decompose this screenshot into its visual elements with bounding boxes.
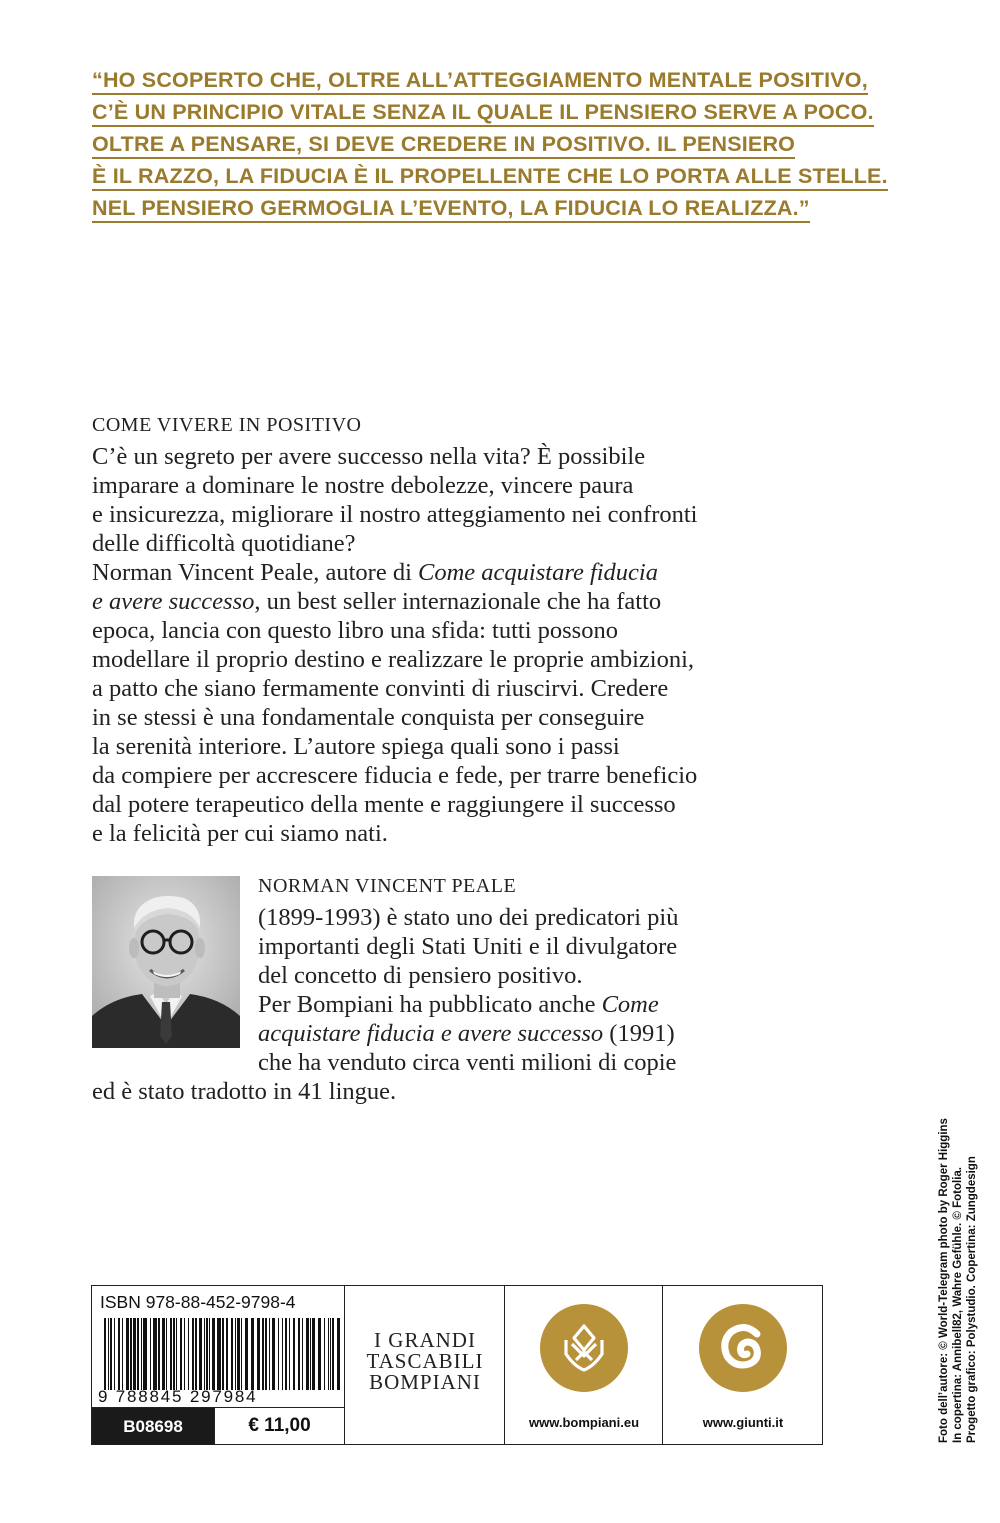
barcode-bar: [195, 1318, 197, 1390]
text-line: in se stessi è una fondamentale conquista per conseguire: [92, 704, 645, 731]
barcode-bar: [162, 1318, 165, 1390]
series-line: I GRANDI: [374, 1328, 476, 1352]
text-line: [92, 587, 697, 616]
bio-line: del concetto di pensiero positivo.: [258, 962, 583, 989]
credit-line: Progetto grafico: Polystudio. Copertina: Zungdesign: [966, 1156, 978, 1443]
barcode-bar: [330, 1318, 331, 1390]
barcode-bar: [206, 1318, 208, 1390]
barcode-bar: [133, 1318, 136, 1390]
barcode-bar: [245, 1318, 248, 1390]
quote-line: “HO SCOPERTO CHE, OLTRE ALL’ATTEGGIAMENTO MENTALE POSITIVO,: [92, 68, 868, 95]
text-span: (1991): [603, 1020, 675, 1047]
barcode-bar: [237, 1318, 240, 1390]
barcode-bar: [251, 1318, 254, 1390]
barcode-bar: [212, 1318, 215, 1390]
text-line: e insicurezza, migliorare il nostro atteggiamento nei confronti: [92, 501, 698, 528]
text-line: epoca, lancia con questo libro una sfida: tutti possono: [92, 617, 618, 644]
barcode-bar: [130, 1318, 132, 1390]
barcode-bar: [143, 1318, 147, 1390]
barcode-bar: [278, 1318, 279, 1390]
bompiani-website-link[interactable]: www.bompiani.eu: [528, 1415, 640, 1430]
footer-box: [91, 1285, 823, 1445]
barcode-bar: [298, 1318, 300, 1390]
barcode-bar: [209, 1318, 210, 1390]
barcode-bar: [180, 1318, 182, 1390]
barcode-bar: [141, 1318, 142, 1390]
barcode-bar: [289, 1318, 290, 1390]
barcode-bar: [226, 1318, 228, 1390]
barcode-bar: [293, 1318, 295, 1390]
text-line: modellare il proprio destino e realizzare le proprie ambizioni,: [92, 646, 695, 673]
bompiani-logo-icon: [540, 1304, 628, 1392]
barcode-bar: [257, 1318, 260, 1390]
description-text: [92, 442, 697, 848]
bio-line: ed è stato tradotto in 41 lingue.: [92, 1078, 397, 1105]
back-cover-quote: [92, 64, 888, 224]
quote-line: NEL PENSIERO GERMOGLIA L’EVENTO, LA FIDUCIA LO REALIZZA.”: [92, 196, 810, 223]
barcode-bar: [137, 1318, 139, 1390]
barcode-bar: [302, 1318, 303, 1390]
bio-line: [0, 990, 1000, 1019]
description-title: COME VIVERE IN POSITIVO: [92, 414, 362, 436]
barcode-bar: [306, 1318, 309, 1390]
barcode-bar: [118, 1318, 120, 1390]
barcode-bar: [310, 1318, 311, 1390]
giunti-logo-icon: [699, 1304, 787, 1392]
barcode-bar: [158, 1318, 160, 1390]
series-logotype: [345, 1330, 505, 1393]
book-title-italic: acquistare fiducia e avere successo: [258, 1020, 604, 1047]
bio-line: importanti degli Stati Uniti e il divulgatore: [258, 933, 678, 960]
barcode-bar: [192, 1318, 194, 1390]
barcode-bar: [108, 1318, 109, 1390]
series-cell: [344, 1286, 505, 1444]
barcode-bar: [337, 1318, 340, 1390]
book-title-italic: Come acquistare fiducia: [418, 559, 658, 586]
text-line: e la felicità per cui siamo nati.: [92, 820, 388, 847]
quote-line: OLTRE A PENSARE, SI DEVE CREDERE IN POSITIVO. IL PENSIERO: [92, 132, 795, 159]
price: € 11,00: [214, 1408, 344, 1445]
barcode-bar: [173, 1318, 175, 1390]
giunti-website-link[interactable]: www.giunti.it: [702, 1415, 784, 1430]
text-line: la serenità interiore. L’autore spiega quali sono i passi: [92, 733, 620, 760]
bompiani-cell: [504, 1286, 663, 1444]
barcode-bar: [318, 1318, 321, 1390]
barcode-bar: [328, 1318, 329, 1390]
barcode-bar: [126, 1318, 129, 1390]
barcode-bar: [241, 1318, 242, 1390]
book-title-italic: Come: [601, 991, 659, 1018]
isbn-label: ISBN 978-88-452-9798-4: [100, 1292, 296, 1312]
text-line: dal potere terapeutico della mente e raggiungere il successo: [92, 791, 676, 818]
barcode-bar: [176, 1318, 177, 1390]
barcode-bar: [324, 1318, 325, 1390]
series-line: BOMPIANI: [369, 1370, 481, 1394]
barcode-bar: [312, 1318, 315, 1390]
barcode-bar: [235, 1318, 236, 1390]
text-line: C’è un segreto per avere successo nella vita? È possibile: [92, 443, 646, 470]
credit-line: In copertina: Annibell82, Wahre Gefühle. © Fotolia.: [952, 1167, 964, 1443]
barcode-bar: [272, 1318, 275, 1390]
barcode-bar: [114, 1318, 115, 1390]
credit-line: Foto dell’autore: © World-Telegram photo by Roger Higgins: [938, 1118, 950, 1443]
series-line: TASCABILI: [366, 1349, 484, 1373]
author-bio: [0, 903, 1000, 1106]
barcode-bar: [265, 1318, 267, 1390]
barcode: [104, 1318, 342, 1390]
barcode-bar: [332, 1318, 334, 1390]
barcode-bar: [184, 1318, 185, 1390]
barcode-bar: [166, 1318, 167, 1390]
barcode-bar: [150, 1318, 151, 1390]
bio-line: che ha venduto circa venti milioni di copie: [258, 1049, 677, 1076]
text-line: [92, 558, 697, 587]
barcode-bar: [282, 1318, 283, 1390]
author-name: NORMAN VINCENT PEALE: [258, 875, 517, 897]
bio-line: [0, 1019, 1000, 1048]
barcode-bar: [153, 1318, 157, 1390]
text-span: Per Bompiani ha pubblicato anche: [258, 991, 602, 1018]
bio-line: (1899-1993) è stato uno dei predicatori più: [258, 904, 679, 931]
text-span: Norman Vincent Peale, autore di: [92, 559, 419, 586]
barcode-bar: [217, 1318, 221, 1390]
text-line: delle difficoltà quotidiane?: [92, 530, 356, 557]
barcode-bar: [122, 1318, 123, 1390]
barcode-bar: [110, 1318, 112, 1390]
barcode-bar: [262, 1318, 264, 1390]
photo-credits: [937, 1118, 979, 1443]
quote-line: C’È UN PRINCIPIO VITALE SENZA IL QUALE IL PENSIERO SERVE A POCO.: [92, 100, 874, 127]
product-code: B08698: [92, 1408, 214, 1445]
barcode-bar: [204, 1318, 205, 1390]
text-line: a patto che siano fermamente convinti di riuscirvi. Credere: [92, 675, 669, 702]
barcode-bar: [231, 1318, 233, 1390]
quote-line: È IL RAZZO, LA FIDUCIA È IL PROPELLENTE CHE LO PORTA ALLE STELLE.: [92, 164, 888, 191]
barcode-bar: [199, 1318, 202, 1390]
ean-digits: 9 788845 297984: [98, 1387, 258, 1406]
barcode-bar: [269, 1318, 270, 1390]
text-line: da compiere per accrescere fiducia e fede, per trarre beneficio: [92, 762, 698, 789]
barcode-bar: [285, 1318, 287, 1390]
barcode-bar: [222, 1318, 224, 1390]
text-span: , un best seller internazionale che ha fatto: [254, 588, 662, 615]
barcode-bar: [188, 1318, 189, 1390]
barcode-bar: [170, 1318, 172, 1390]
giunti-cell: [662, 1286, 823, 1444]
text-line: imparare a dominare le nostre debolezze, vincere paura: [92, 472, 634, 499]
book-title-italic: e avere successo: [92, 588, 255, 615]
barcode-bar: [104, 1318, 106, 1390]
